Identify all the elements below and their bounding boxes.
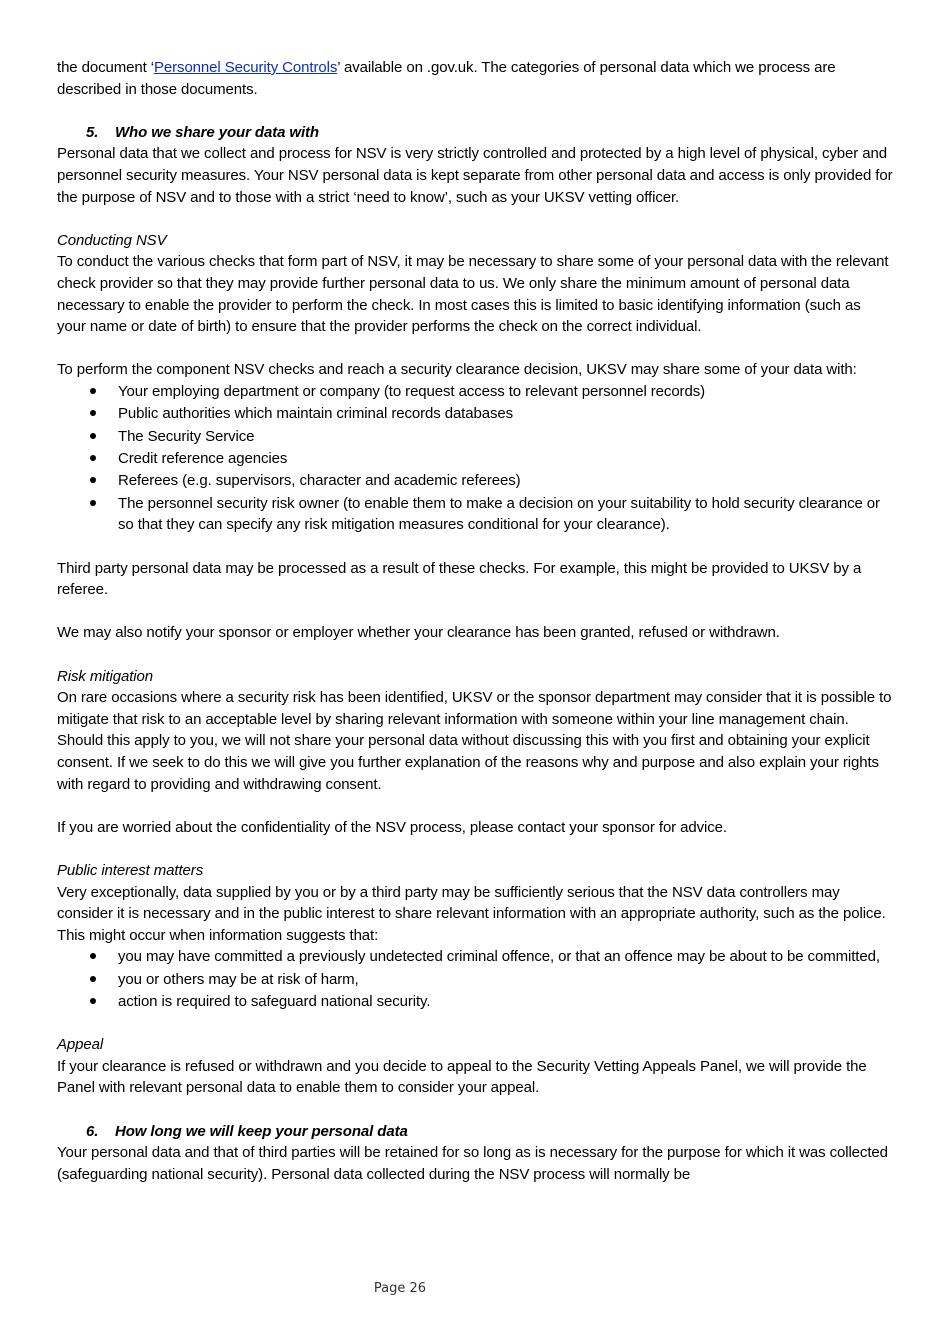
- intro-paragraph: the document ‘Personnel Security Controls’ available on .gov.uk. The categories of personal data which we process are described in those documents.: [57, 59, 836, 98]
- appeal-paragraph: If your clearance is refused or withdrawn and you decide to appeal to the Security Vetting Appeals Panel, we will provide the Panel with relevant personal data to enable them to consider your appeal.: [57, 1057, 867, 1097]
- public-interest-heading: Public interest matters: [57, 861, 204, 879]
- share-with-list: [57, 381, 893, 536]
- bullet-icon: [90, 976, 96, 982]
- personnel-security-controls-link[interactable]: Personnel Security Controls: [154, 59, 338, 76]
- list-item: you or others may be at risk of harm,: [118, 969, 893, 991]
- risk-mitigation-paragraph: On rare occasions where a security risk has been identified, UKSV or the sponsor department may consider that it is possible to mitigate that risk to an acceptable level by sharing relevant information with someone within your line management chain. Should this apply to you, we will not share your personal data without discussing this with you first and obtaining your explicit consent. If we seek to do this we will give you further explanation of the reasons why and purpose and also explain your rights with regard to providing and withdrawing consent.: [57, 689, 892, 793]
- bullet-icon: [90, 455, 96, 461]
- list-item: you may have committed a previously undetected criminal offence, or that an offence may be about to be committed,: [118, 946, 893, 968]
- bullet-icon: [90, 500, 96, 506]
- list-item: Public authorities which maintain criminal records databases: [118, 403, 893, 425]
- section-6-heading: 6. How long we will keep your personal data: [86, 1122, 408, 1140]
- bullet-icon: [90, 410, 96, 416]
- section-5-heading: 5. Who we share your data with: [86, 123, 319, 141]
- notify-sponsor-paragraph: We may also notify your sponsor or employer whether your clearance has been granted, refused or withdrawn.: [57, 624, 780, 642]
- document-page: [57, 57, 893, 1185]
- bullet-icon: [90, 998, 96, 1004]
- list-item: The Security Service: [118, 426, 893, 448]
- bullet-icon: [90, 388, 96, 394]
- public-interest-list: [57, 946, 893, 1012]
- page-number: Page 26: [373, 1281, 427, 1296]
- section-6-paragraph: Your personal data and that of third parties will be retained for so long as is necessary for the purpose for which it was collected (safeguarding national security). Personal data collected during the NSV process will normally be: [57, 1144, 888, 1183]
- bullet-icon: [90, 953, 96, 959]
- list-item: Your employing department or company (to request access to relevant personnel records): [118, 381, 893, 403]
- list-item: The personnel security risk owner (to enable them to make a decision on your suitability to hold security clearance or so that they can specify any risk mitigation measures conditional for your clearance).: [118, 493, 893, 536]
- appeal-heading: Appeal: [57, 1036, 104, 1054]
- list-item: action is required to safeguard national security.: [118, 991, 893, 1013]
- conducting-nsv-heading: Conducting NSV: [57, 231, 167, 249]
- bullet-icon: [90, 477, 96, 483]
- list-item: Referees (e.g. supervisors, character and academic referees): [118, 470, 893, 492]
- section-5-paragraph: Personal data that we collect and process for NSV is very strictly controlled and protected by a high level of physical, cyber and personnel security measures. Your NSV personal data is kept separate from other personal data and access is only provided for the purpose of NSV and to those with a strict ‘need to know’, such as your UKSV vetting officer.: [57, 145, 893, 206]
- confidentiality-paragraph: If you are worried about the confidentiality of the NSV process, please contact your sponsor for advice.: [57, 818, 727, 836]
- third-party-paragraph: Third party personal data may be processed as a result of these checks. For example, this might be provided to UKSV by a referee.: [57, 559, 862, 599]
- public-interest-paragraph: Very exceptionally, data supplied by you or by a third party may be sufficiently serious that the NSV data controllers may consider it is necessary and in the public interest to share relevant information with an appropriate authority, such as the police. This might occur when information suggests that:: [57, 883, 886, 944]
- risk-mitigation-heading: Risk mitigation: [57, 667, 154, 685]
- bullet-icon: [90, 433, 96, 439]
- conducting-nsv-paragraph: To conduct the various checks that form part of NSV, it may be necessary to share some of your personal data with the relevant check provider so that they may provide further personal data to us. We only share the minimum amount of personal data necessary to enable the provider to perform the check. In most cases this is limited to basic identifying information (such as your name or date of birth) to ensure that the provider performs the check on the correct individual.: [57, 253, 889, 336]
- share-with-intro: To perform the component NSV checks and reach a security clearance decision, UKSV may share some of your data with:: [57, 361, 857, 379]
- list-item: Credit reference agencies: [118, 448, 893, 470]
